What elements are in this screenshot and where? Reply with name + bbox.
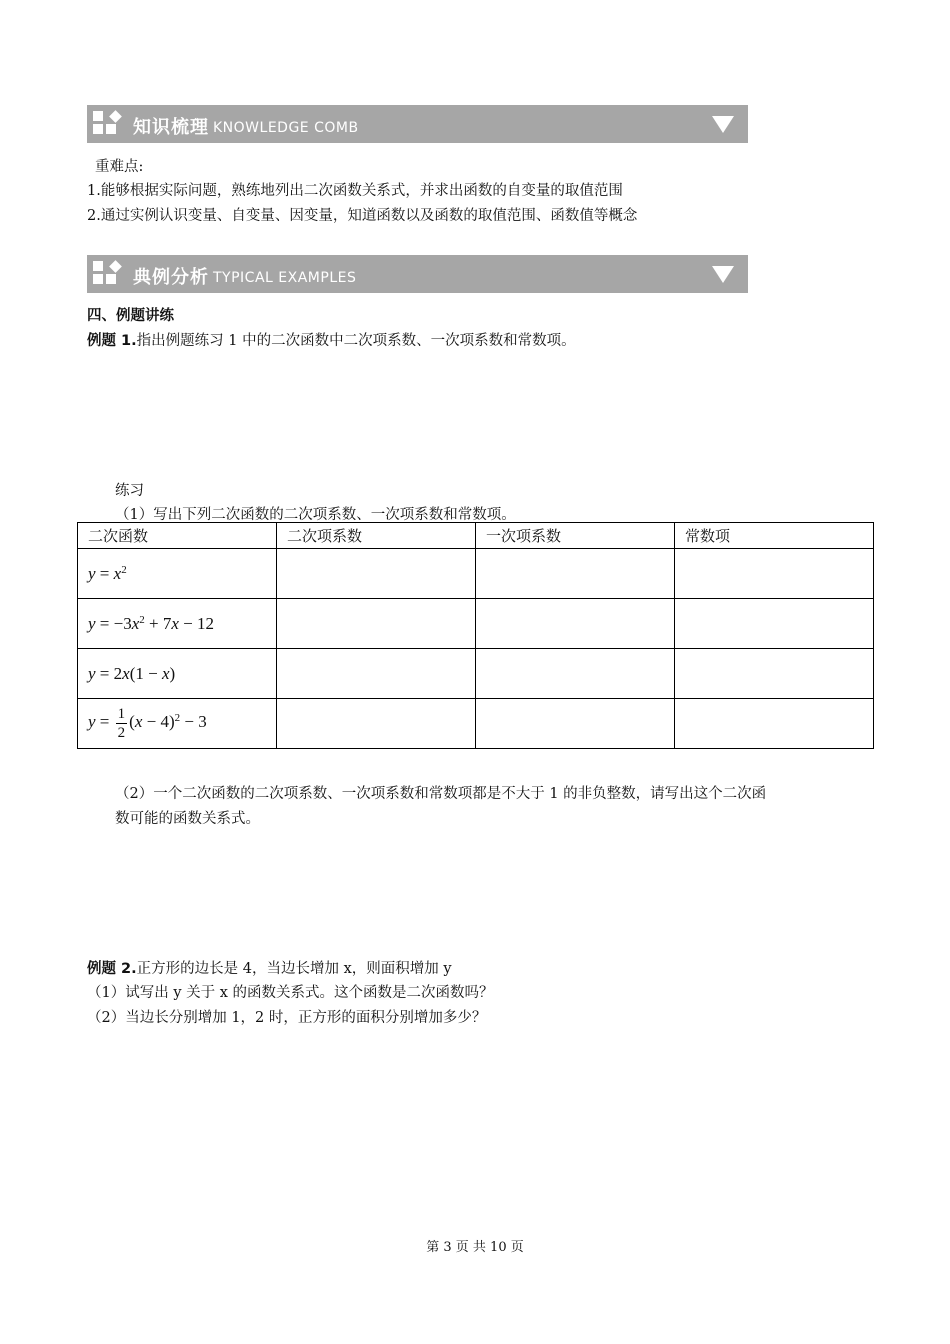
example-2-q1: （1）试写出 y 关于 x 的函数关系式。这个函数是二次函数吗？	[87, 985, 494, 1001]
key-point-2: 2.通过实例认识变量、自变量、因变量，知道函数以及函数的取值范围、函数值等概念	[87, 208, 638, 224]
page-footer: 第 3 页 共 10 页	[426, 1240, 524, 1255]
function-cell	[78, 599, 277, 649]
table-row	[78, 699, 874, 749]
table-header-row	[78, 523, 874, 549]
function-cell	[78, 699, 277, 749]
function-cell	[78, 549, 277, 599]
section-logo-icon	[93, 261, 123, 287]
section-title-cn: 知识梳理	[133, 117, 209, 138]
function-expression: $y = -3x^2 + 7x - 12$	[88, 613, 215, 633]
triangle-down-icon	[712, 266, 734, 283]
function-expression: y = 2x(1 − x)	[88, 663, 176, 683]
section-logo-icon	[93, 111, 123, 137]
answer-cell[interactable]	[675, 549, 874, 599]
section-title-en: TYPICAL EXAMPLES	[213, 270, 357, 286]
practice-q1: （1）写出下列二次函数的二次项系数、一次项系数和常数项。	[115, 507, 516, 523]
example-2-label: 例题 2.	[87, 961, 137, 977]
table-row	[78, 549, 874, 599]
section-title-en: KNOWLEDGE COMB	[213, 120, 359, 136]
answer-cell[interactable]	[277, 599, 476, 649]
answer-cell[interactable]	[675, 699, 874, 749]
table-header: 一次项系数	[476, 523, 675, 549]
answer-cell[interactable]	[476, 549, 675, 599]
table-header: 常数项	[675, 523, 874, 549]
function-expression: y = $\frac{1}{2}$ $(x - 4)^2 - 3$	[88, 706, 207, 741]
example-2-q2: （2）当边长分别增加 1，2 时，正方形的面积分别增加多少？	[87, 1010, 487, 1026]
example-2	[87, 957, 452, 978]
answer-cell[interactable]	[476, 599, 675, 649]
example-1-text: 指出例题练习 1 中的二次函数中二次项系数、一次项系数和常数项。	[136, 333, 576, 349]
key-point-1: 1.能够根据实际问题，熟练地列出二次函数关系式，并求出函数的自变量的取值范围	[87, 183, 623, 199]
coefficient-table	[77, 522, 874, 749]
answer-cell[interactable]	[476, 699, 675, 749]
section-title-cn: 典例分析	[133, 267, 209, 288]
key-points-heading: 重难点:	[95, 159, 144, 175]
function-cell	[78, 649, 277, 699]
section-banner-knowledge	[87, 105, 748, 143]
answer-cell[interactable]	[675, 599, 874, 649]
table-row	[78, 649, 874, 699]
table-header: 二次函数	[78, 523, 277, 549]
table-header: 二次项系数	[277, 523, 476, 549]
triangle-down-icon	[712, 116, 734, 133]
answer-cell[interactable]	[476, 649, 675, 699]
practice-q2-line1: （2）一个二次函数的二次项系数、一次项系数和常数项都是不大于 1 的非负整数，请写出这个二次函	[115, 786, 767, 802]
answer-cell[interactable]	[277, 699, 476, 749]
table-row	[78, 599, 874, 649]
practice-heading: 练习	[115, 483, 144, 499]
part-heading: 四、例题讲练	[87, 308, 174, 324]
function-expression: $y = x^2$	[88, 563, 127, 583]
example-1-label: 例题 1.	[87, 333, 137, 349]
section-banner-examples	[87, 255, 748, 293]
example-2-text: 正方形的边长是 4，当边长增加 x，则面积增加 y	[136, 961, 452, 977]
example-1	[87, 329, 576, 350]
answer-cell[interactable]	[675, 649, 874, 699]
answer-cell[interactable]	[277, 549, 476, 599]
answer-cell[interactable]	[277, 649, 476, 699]
practice-q2-line2: 数可能的函数关系式。	[115, 811, 260, 827]
